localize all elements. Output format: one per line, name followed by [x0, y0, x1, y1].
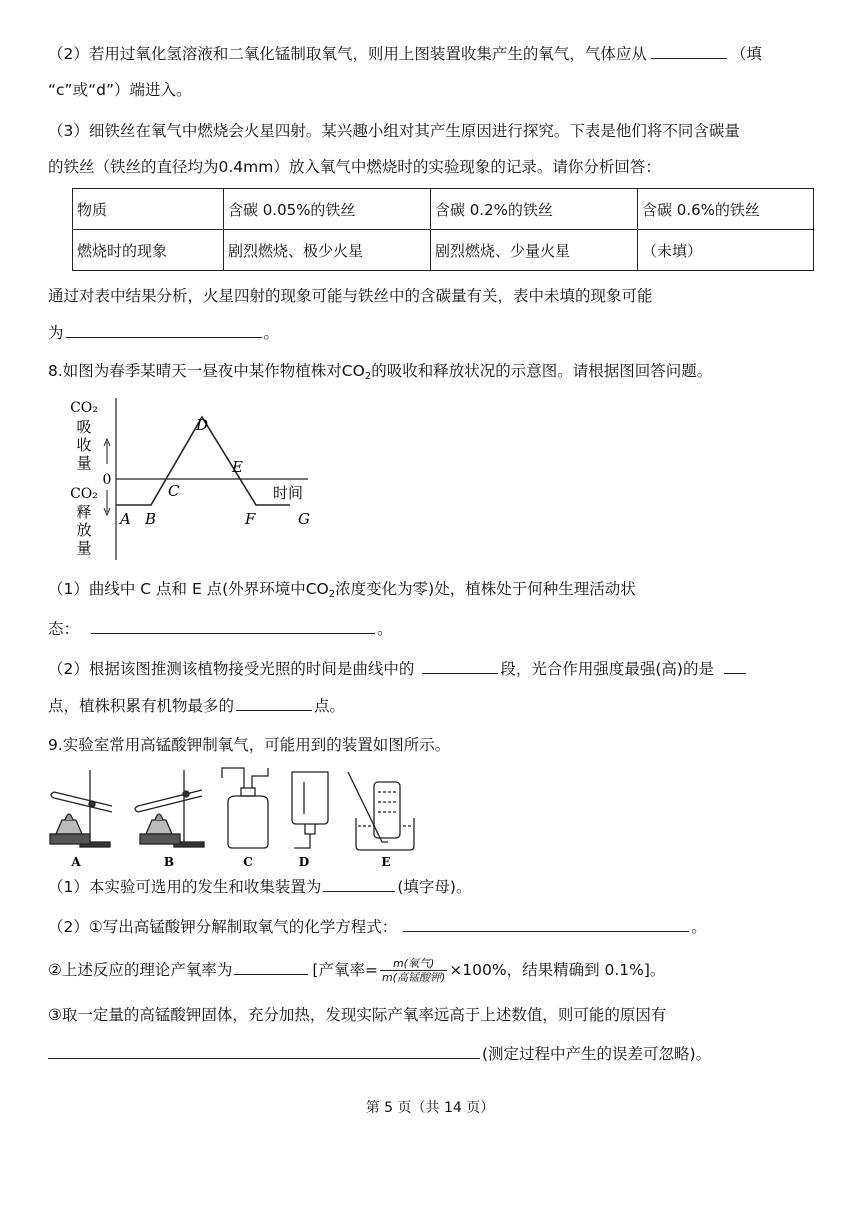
fraction-numerator: m(氧气) [380, 957, 447, 971]
fraction-denominator: m(高锰酸钾) [381, 971, 446, 984]
q8-part2-text-3: 点，植株积累有机物最多的 [48, 697, 235, 715]
q9-part2-suffix: 。 [691, 918, 707, 936]
q7-part3-text-2: 的铁丝（铁丝的直径均为0.4mm）放入氧气中燃烧时的实验现象的记录。请你分析回答： [48, 158, 661, 176]
q8-part1-line1 [48, 578, 636, 606]
table-cell: 含碳 0.2%的铁丝 [431, 189, 638, 230]
q7-analysis-suffix: 。 [263, 324, 280, 342]
q8-part1-prefix: 态： [48, 620, 80, 638]
q9-yield-blank[interactable] [234, 958, 308, 975]
q7-analysis-blank[interactable] [66, 321, 262, 338]
apparatus-c [222, 768, 268, 848]
q9-part2 [48, 915, 707, 938]
apparatus-label-d: D [298, 855, 310, 869]
apparatus-label-e: E [381, 855, 391, 869]
carbon-content-table [72, 188, 814, 271]
q7-part3-line1 [48, 120, 740, 142]
q7-part2-options: “c”或“d”）端进入。 [48, 81, 192, 99]
point-label-c: C [168, 482, 180, 500]
q9-part3-formula-prefix: [产氧率= [312, 961, 378, 979]
q7-analysis-line1 [48, 285, 653, 307]
x-axis-label: 时间 [272, 484, 304, 502]
y-label-bottom-char: 放 [76, 521, 92, 539]
y-label-bottom-char: 释 [76, 503, 92, 521]
table-cell: 物质 [73, 189, 224, 230]
q7-part2-line1 [48, 42, 762, 65]
q8-part1-suffix: 。 [377, 620, 393, 638]
q9-part1 [48, 875, 471, 898]
q9-part2-text: （2）①写出高锰酸钾分解制取氧气的化学方程式： [48, 918, 398, 936]
q8-part1-text-2: 浓度变化为零)处，植株处于何种生理活动状 [335, 580, 636, 598]
lab-apparatus-figure [42, 762, 422, 870]
q8-part1-blank[interactable] [91, 617, 375, 634]
apparatus-a [50, 770, 112, 847]
table-cell: 剧烈燃烧、少量火星 [431, 230, 638, 271]
y-label-bottom-char: 量 [76, 539, 92, 557]
apparatus-label-c: C [243, 855, 253, 869]
q7-analysis-line2 [48, 321, 279, 344]
q9-part1-suffix: (填字母)。 [397, 878, 472, 896]
q8-stem-text-2: 的吸收和释放状况的示意图。请根据图回答问题。 [371, 362, 713, 380]
table-cell: 含碳 0.05%的铁丝 [224, 189, 431, 230]
q7-part2-fill-hint: （填 [730, 45, 762, 63]
q8-part2-line1 [48, 657, 746, 680]
co2-subscript: 2 [328, 589, 336, 600]
q8-part1-line2 [48, 617, 393, 640]
q7-part3-text: （3）细铁丝在氧气中燃烧会火星四射。某兴趣小组对其产生原因进行探究。下表是他们将不同含碳量 [48, 122, 740, 140]
q8-part2-text-2: 段，光合作用强度最强(高)的是 [500, 660, 714, 678]
q8-part2-suffix: 点。 [314, 697, 346, 715]
y-label-top-char: 量 [76, 454, 92, 472]
point-label-b: B [145, 510, 157, 528]
q9-reason-blank[interactable] [48, 1042, 480, 1059]
q9-part4-text: ③取一定量的高锰酸钾固体，充分加热，发现实际产氧率远高于上述数值，则可能的原因有 [48, 1006, 667, 1024]
q9-part3 [48, 957, 665, 984]
co2-formula: CO [305, 580, 329, 598]
y-label-bottom-co2: CO₂ [70, 486, 98, 502]
co2-formula: CO [341, 362, 365, 380]
point-label-d: D [196, 416, 209, 434]
q7-part2-blank[interactable] [651, 42, 727, 59]
q8-part2-text: （2）根据该图推测该植物接受光照的时间是曲线中的 [48, 660, 415, 678]
q7-part2-line2 [48, 79, 191, 101]
table-cell: （未填） [638, 230, 814, 271]
apparatus-b [135, 770, 204, 847]
apparatus-label-a: A [71, 855, 81, 869]
q7-part2-text: （2）若用过氧化氢溶液和二氧化锰制取氧气，则用上图装置收集产生的氧气，气体应从 [48, 45, 647, 63]
q9-part1-text: （1）本实验可选用的发生和收集装置为 [48, 878, 322, 896]
apparatus-label-b: B [163, 855, 175, 869]
q7-analysis-prefix: 为 [48, 324, 64, 342]
q8-part2-blank-segment[interactable] [422, 657, 498, 674]
q9-stem [48, 734, 450, 756]
q8-stem-text: 8.如图为春季某晴天一昼夜中某作物植株对 [48, 362, 342, 380]
q8-stem [48, 360, 712, 388]
q8-part1-text: （1）曲线中 C 点和 E 点(外界环境中 [48, 580, 306, 598]
point-label-a: A [120, 510, 131, 528]
page-footer: 第 5 页（共 14 页） [365, 1100, 495, 1116]
q7-analysis-text: 通过对表中结果分析，火星四射的现象可能与铁丝中的含碳量有关，表中未填的现象可能 [48, 287, 653, 305]
point-label-g: G [298, 510, 310, 528]
q9-part3-formula-suffix: ×100%，结果精确到 0.1%]。 [449, 961, 666, 979]
co2-exchange-graph [60, 392, 320, 562]
q8-part2-line2 [48, 694, 345, 717]
point-label-e: E [232, 458, 243, 476]
table-row [73, 189, 814, 230]
co2-subscript: 2 [364, 371, 372, 382]
q9-part1-blank[interactable] [323, 875, 395, 892]
q9-part3-text: ②上述反应的理论产氧率为 [48, 961, 233, 979]
q9-stem-text: 9.实验室常用高锰酸钾制氧气，可能用到的装置如图所示。 [48, 736, 451, 754]
y-label-top-co2: CO₂ [70, 400, 98, 416]
table-cell: 含碳 0.6%的铁丝 [638, 189, 814, 230]
q9-part5-suffix: (测定过程中产生的误差可忽略)。 [482, 1045, 712, 1063]
point-label-f: F [245, 510, 256, 528]
apparatus-d [292, 772, 328, 848]
q9-part4 [48, 1004, 666, 1026]
q9-part5 [48, 1042, 711, 1065]
y-label-top-char: 吸 [76, 418, 92, 436]
table-cell: 燃烧时的现象 [73, 230, 224, 271]
q7-part3-line2 [48, 156, 661, 178]
table-row [73, 230, 814, 271]
q8-part2-blank-max-organic[interactable] [236, 694, 312, 711]
apparatus-e [348, 772, 414, 850]
q8-part2-blank-strongest[interactable] [724, 657, 746, 674]
zero-label: 0 [102, 472, 112, 488]
q9-equation-blank[interactable] [403, 915, 689, 932]
table-cell: 剧烈燃烧、极少火星 [224, 230, 431, 271]
yield-fraction [380, 957, 447, 984]
y-label-top-char: 收 [76, 436, 92, 454]
